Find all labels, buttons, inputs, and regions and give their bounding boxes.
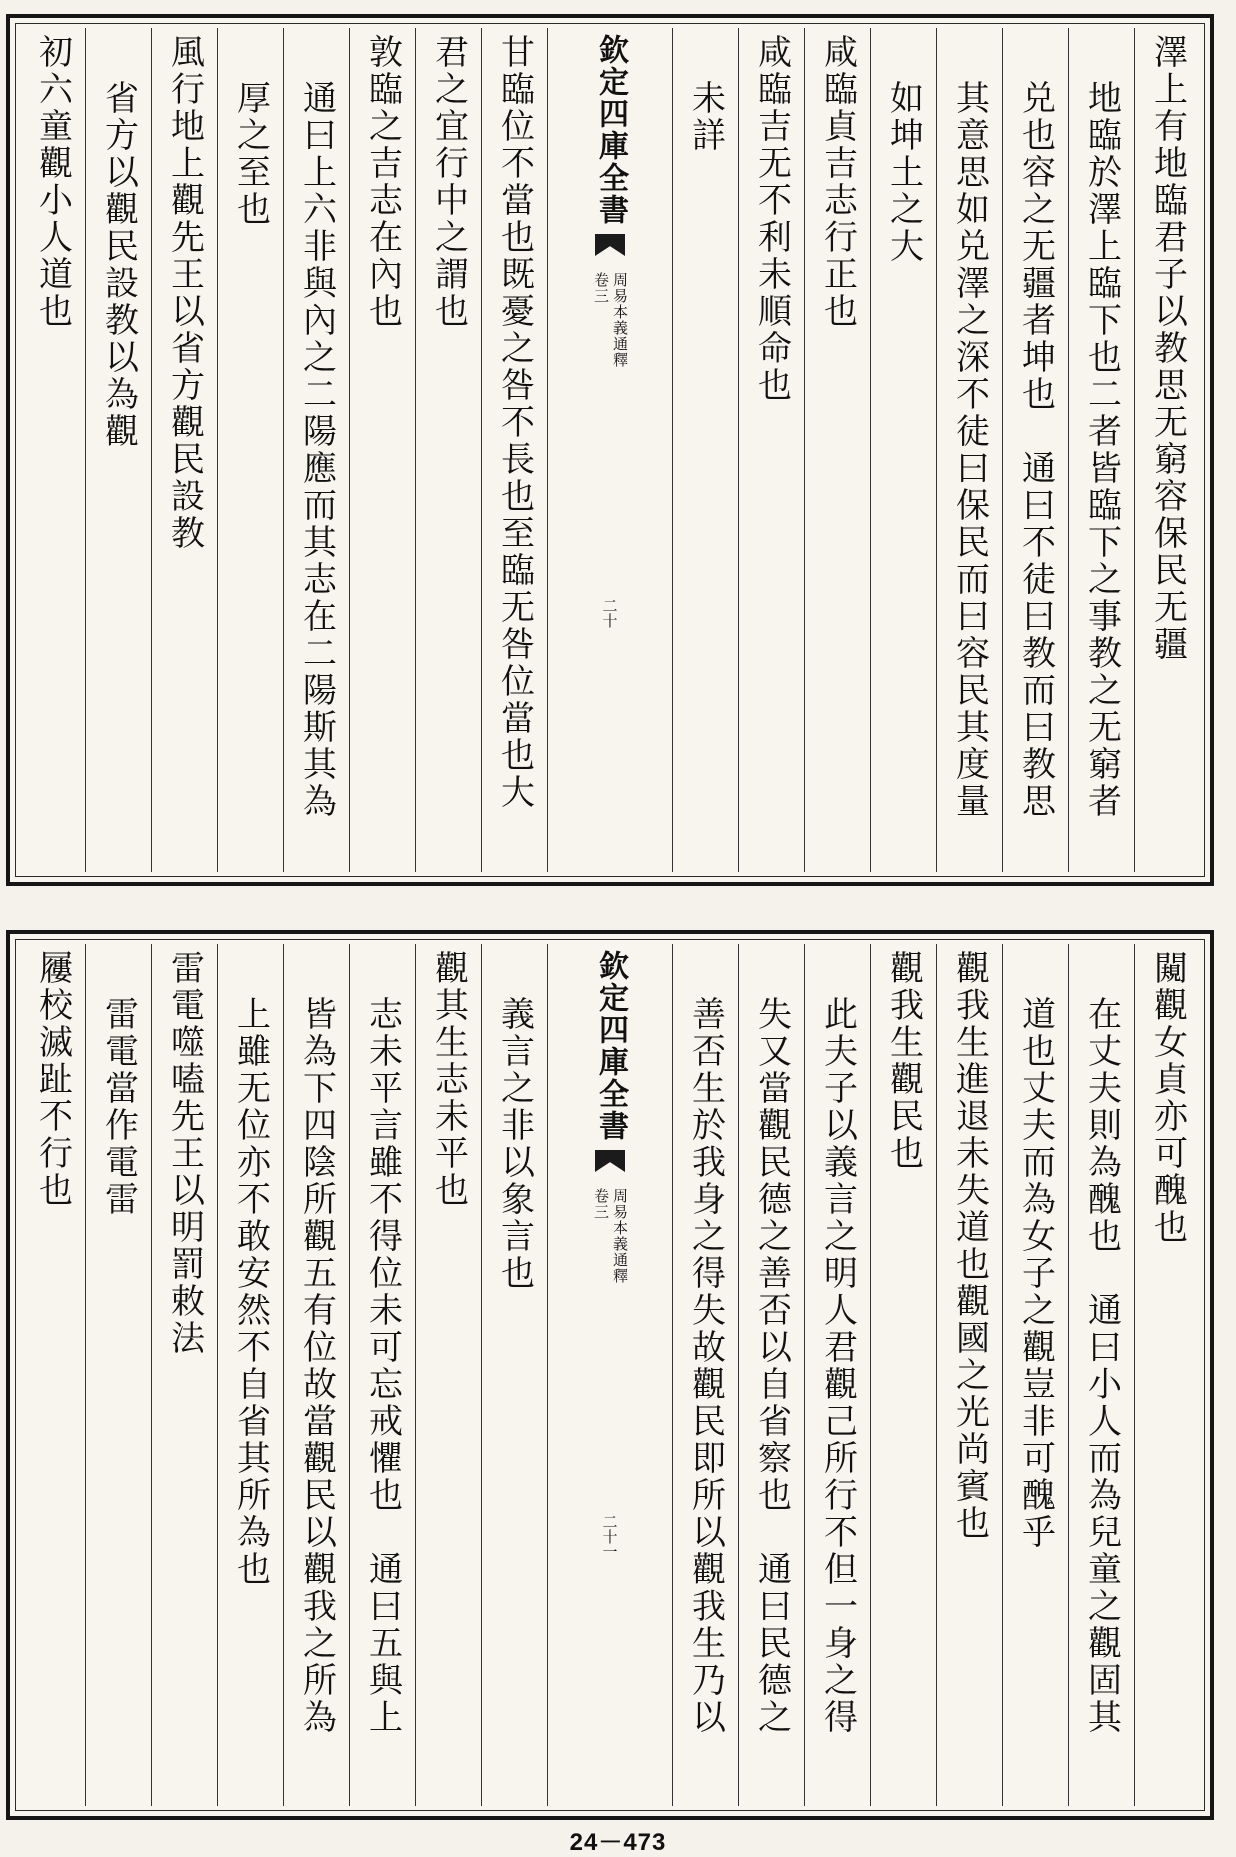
text-column bbox=[481, 944, 547, 1806]
text-column bbox=[349, 28, 415, 872]
text-column bbox=[217, 28, 283, 872]
column-text: 未詳 bbox=[685, 80, 726, 154]
volume-number: 卷三 bbox=[592, 1188, 610, 1220]
page-number: 24－473 bbox=[569, 1829, 667, 1856]
collection-title: 欽定四庫全書 bbox=[593, 950, 628, 1142]
text-column bbox=[481, 28, 547, 872]
column-text: 厚之至也 bbox=[230, 80, 271, 228]
column-text: 雷電噬嗑先王以明罰敕法 bbox=[164, 950, 205, 1357]
column-text: 風行地上觀先王以省方觀民設教 bbox=[164, 34, 205, 552]
column-text: 通曰上六非與內之二陽應而其志在二陽斯其為 bbox=[296, 80, 337, 820]
folio-number: 二十一 bbox=[600, 1514, 619, 1559]
text-column bbox=[870, 28, 936, 872]
center-fold-column bbox=[547, 28, 672, 872]
text-column bbox=[936, 944, 1002, 1806]
column-text: 失又當觀民德之善否以自省察也 通曰民德之 bbox=[751, 996, 792, 1736]
text-column bbox=[1002, 944, 1068, 1806]
column-text: 咸臨吉无不利未順命也 bbox=[751, 34, 792, 404]
text-column bbox=[85, 944, 151, 1806]
collection-title: 欽定四庫全書 bbox=[593, 34, 628, 226]
text-column bbox=[349, 944, 415, 1806]
column-text: 義言之非以象言也 bbox=[494, 996, 535, 1292]
text-column bbox=[672, 944, 738, 1806]
text-column bbox=[870, 944, 936, 1806]
column-text: 闚觀女貞亦可醜也 bbox=[1147, 950, 1188, 1246]
column-text: 此夫子以義言之明人君觀己所行不但一身之得 bbox=[817, 996, 858, 1736]
text-column bbox=[1002, 28, 1068, 872]
text-column bbox=[1134, 28, 1200, 872]
text-column bbox=[672, 28, 738, 872]
column-text: 敦臨之吉志在內也 bbox=[362, 34, 403, 330]
column-text: 道也丈夫而為女子之觀豈非可醜乎 bbox=[1015, 996, 1056, 1551]
column-text: 觀其生志未平也 bbox=[428, 950, 469, 1209]
center-meta bbox=[593, 272, 627, 368]
text-column bbox=[85, 28, 151, 872]
text-column bbox=[20, 944, 85, 1806]
column-text: 兑也容之无疆者坤也 通曰不徒曰教而曰教思 bbox=[1015, 80, 1056, 820]
column-text: 上雖无位亦不敢安然不自省其所為也 bbox=[230, 996, 271, 1588]
bottom-columns bbox=[20, 944, 1200, 1806]
column-text: 善否生於我身之得失故觀民即所以觀我生乃以 bbox=[685, 996, 726, 1736]
column-text: 咸臨貞吉志行正也 bbox=[817, 34, 858, 330]
center-meta bbox=[593, 1188, 627, 1284]
column-text: 屨校滅趾不行也 bbox=[32, 950, 73, 1209]
column-text: 皆為下四陰所觀五有位故當觀民以觀我之所為 bbox=[296, 996, 337, 1736]
text-column bbox=[283, 944, 349, 1806]
column-text: 初六童觀小人道也 bbox=[32, 34, 73, 330]
column-text: 志未平言雖不得位未可忘戒懼也 通曰五與上 bbox=[362, 996, 403, 1736]
column-text: 在丈夫則為醜也 通曰小人而為兒童之觀固其 bbox=[1081, 996, 1122, 1736]
top-columns bbox=[20, 28, 1200, 872]
column-text: 澤上有地臨君子以教思无窮容保民无疆 bbox=[1147, 34, 1188, 663]
column-text: 觀我生進退未失道也觀國之光尚賓也 bbox=[949, 950, 990, 1542]
text-column bbox=[415, 944, 481, 1806]
text-column bbox=[1068, 944, 1134, 1806]
text-column bbox=[283, 28, 349, 872]
fish-tail-mark bbox=[595, 234, 625, 256]
text-column bbox=[804, 28, 870, 872]
text-column bbox=[415, 28, 481, 872]
text-column bbox=[151, 28, 217, 872]
center-fold-column bbox=[547, 944, 672, 1806]
column-text: 甘臨位不當也既憂之咎不長也至臨无咎位當也大 bbox=[494, 34, 535, 811]
text-column bbox=[151, 944, 217, 1806]
column-text: 如坤土之大 bbox=[883, 80, 924, 265]
text-column bbox=[804, 944, 870, 1806]
text-column bbox=[738, 28, 804, 872]
top-page-spread bbox=[6, 14, 1214, 886]
text-column bbox=[1134, 944, 1200, 1806]
column-text: 其意思如兑澤之深不徒曰保民而曰容民其度量 bbox=[949, 80, 990, 820]
text-column bbox=[217, 944, 283, 1806]
book-title: 周易本義通釋 bbox=[611, 1188, 629, 1284]
volume-number: 卷三 bbox=[592, 272, 610, 304]
text-column bbox=[20, 28, 85, 872]
text-column bbox=[936, 28, 1002, 872]
book-title: 周易本義通釋 bbox=[611, 272, 629, 368]
column-text: 省方以觀民設教以為觀 bbox=[98, 80, 139, 450]
column-text: 雷電當作電雷 bbox=[98, 996, 139, 1218]
fish-tail-mark bbox=[595, 1150, 625, 1172]
column-text: 地臨於澤上臨下也二者皆臨下之事教之无窮者 bbox=[1081, 80, 1122, 820]
text-column bbox=[738, 944, 804, 1806]
folio-number: 二十 bbox=[600, 598, 619, 628]
bottom-page-spread bbox=[6, 930, 1214, 1820]
column-text: 觀我生觀民也 bbox=[883, 950, 924, 1172]
text-column bbox=[1068, 28, 1134, 872]
column-text: 君之宜行中之謂也 bbox=[428, 34, 469, 330]
